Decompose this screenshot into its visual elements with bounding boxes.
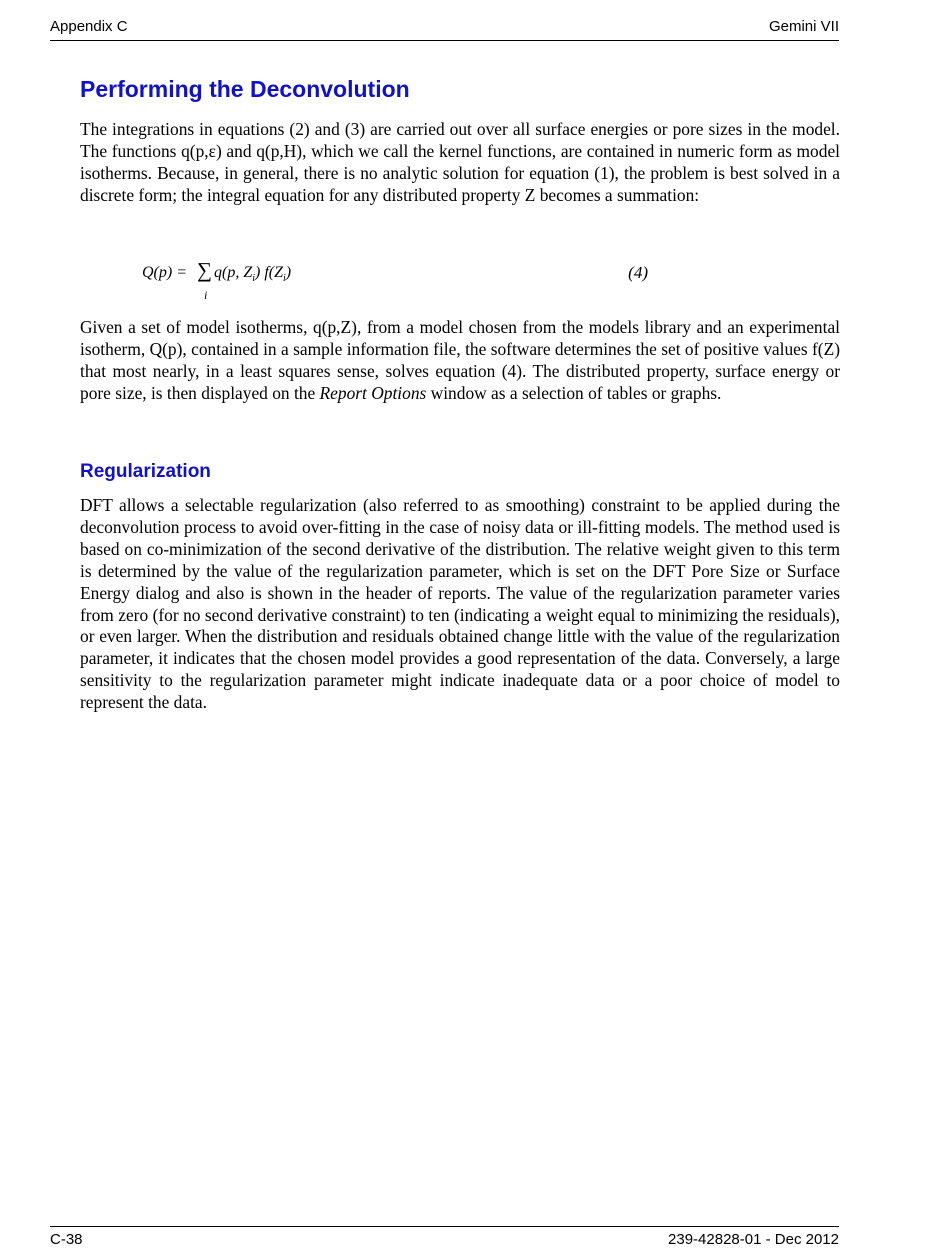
equation-4 — [142, 258, 652, 306]
running-header — [50, 18, 839, 41]
section-title-deconvolution: Performing the Deconvolution — [80, 76, 410, 102]
summation-index: i — [204, 288, 208, 302]
paragraph-regularization: DFT allows a selectable regularization (also referred to as smoothing) constraint to be applied during the deconvolution process to avoid over-fitting in the case of noisy data or ill-fitting models. The method used is based on co-minimization of the second derivative of the distribution. The relative weight given to this term is determined by the value of the regularization parameter, which is set on the DFT Pore Size or Surface Energy dialog and also is shown in the header of reports. The value of the regularization parameter varies from zero (for no second derivative constraint) to ten (indicating a weight equal to minimizing the residuals), or even larger. When the distribution and residuals obtained change little with the value of the regularization parameter, it indicates that the chosen model provides a good representation of the data. Conversely, a large sensitivity to the regularization parameter might indicate inadequate data or a poor choice of model to represent the data. — [80, 495, 840, 713]
report-options-reference: Report Options — [319, 382, 427, 403]
equation-lhs: Q(p) = — [142, 264, 188, 281]
section-title-regularization: Regularization — [80, 461, 211, 482]
document-id: 239-42828-01 - Dec 2012 — [668, 1231, 839, 1248]
paragraph-deconvolution-result: Given a set of model isotherms, q(p,Z), from a model chosen from the models library and an experimental isotherm, Q(p), contained in a sample information file, the software determines the set of positive values f(Z) that most nearly, in a least squares sense, solves equation (4). The distributed property, surface energy or pore size, is then displayed on the Report Options window as a selection of tables or graphs. — [80, 317, 840, 403]
equation-rhs: q(p, $Z_i$) $f(Z_i)$ — [214, 264, 292, 285]
page-number: C-38 — [50, 1231, 83, 1248]
header-chapter: Appendix C — [50, 18, 128, 35]
header-product: Gemini VII — [768, 18, 839, 35]
running-footer — [50, 1226, 839, 1249]
paragraph-deconvolution-intro: The integrations in equations (2) and (3) are carried out over all surface energies or pore sizes in the model. The functions q(p,ε) and q(p,H), which we call the kernel functions, are contained in numeric form as model isotherms. Because, in general, there is no analytic solution for equation (1), the problem is best solved in a discrete form; the integral equation for any distributed property Z becomes a summation: — [80, 119, 840, 205]
equation-number: (4) — [628, 263, 648, 282]
summation-symbol: ∑ — [197, 258, 212, 282]
